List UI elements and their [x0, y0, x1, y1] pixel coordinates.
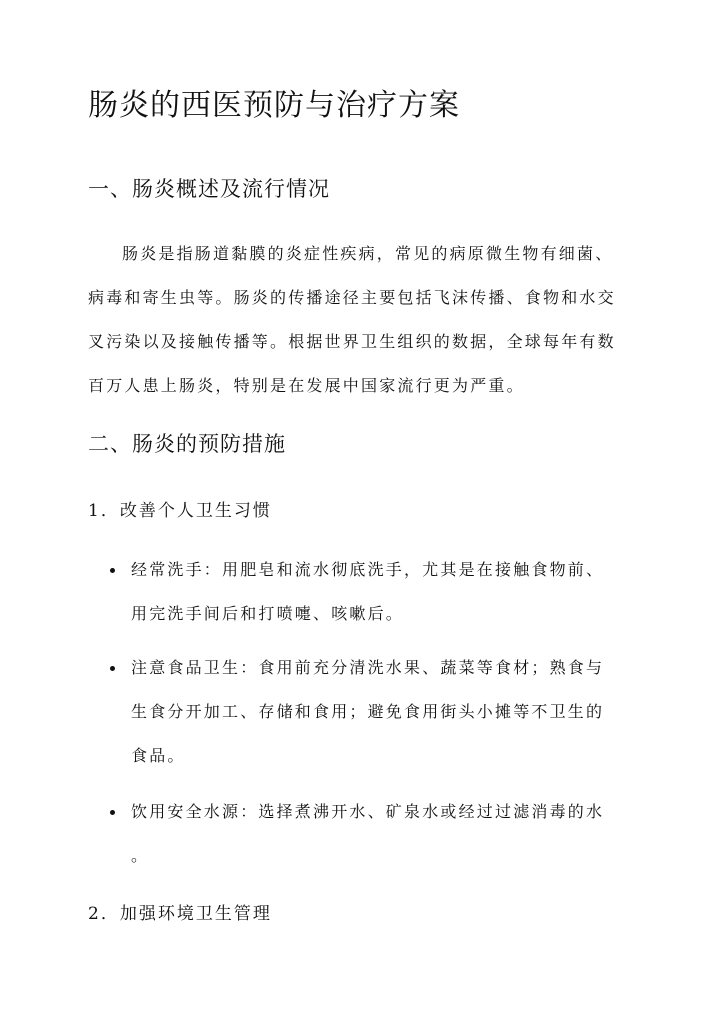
bullet-dot-icon [110, 666, 115, 671]
subsection-heading-environment: 2．加强环境卫生管理 [88, 904, 272, 924]
section-heading-overview: 一、肠炎概述及流行情况 [88, 177, 330, 201]
section-heading-prevention: 二、肠炎的预防措施 [88, 432, 286, 456]
bullet-line: 用完洗手间后和打喷嚏、咳嗽后。 [131, 604, 405, 623]
bullet-line: 食品。 [131, 746, 186, 765]
bullet-line: 饮用安全水源：选择煮沸开水、矿泉水或经过过滤消毒的水 [131, 802, 605, 821]
bullet-line: 。 [131, 846, 150, 865]
document-title: 肠炎的西医预防与治疗方案 [88, 88, 460, 123]
paragraph-line: 百万人患上肠炎，特别是在发展中国家流行更为严重。 [88, 376, 525, 395]
bullet-line: 经常洗手：用肥皂和流水彻底洗手，尤其是在接触食物前、 [131, 560, 605, 579]
paragraph-line: 肠炎是指肠道黏膜的炎症性疾病，常见的病原微生物有细菌、 [122, 244, 614, 263]
bullet-dot-icon [110, 568, 115, 573]
paragraph-line: 叉污染以及接触传播等。根据世界卫生组织的数据，全球每年有数 [88, 332, 616, 351]
bullet-dot-icon [110, 810, 115, 815]
bullet-line: 注意食品卫生：食用前充分清洗水果、蔬菜等食材；熟食与 [131, 658, 605, 677]
paragraph-line: 病毒和寄生虫等。肠炎的传播途径主要包括飞沫传播、食物和水交 [88, 288, 616, 307]
overview-paragraph [88, 232, 633, 408]
subsection-heading-personal-hygiene: 1．改善个人卫生习惯 [88, 501, 272, 521]
bullet-line: 生食分开加工、存储和食用；避免食用街头小摊等不卫生的 [131, 702, 605, 721]
